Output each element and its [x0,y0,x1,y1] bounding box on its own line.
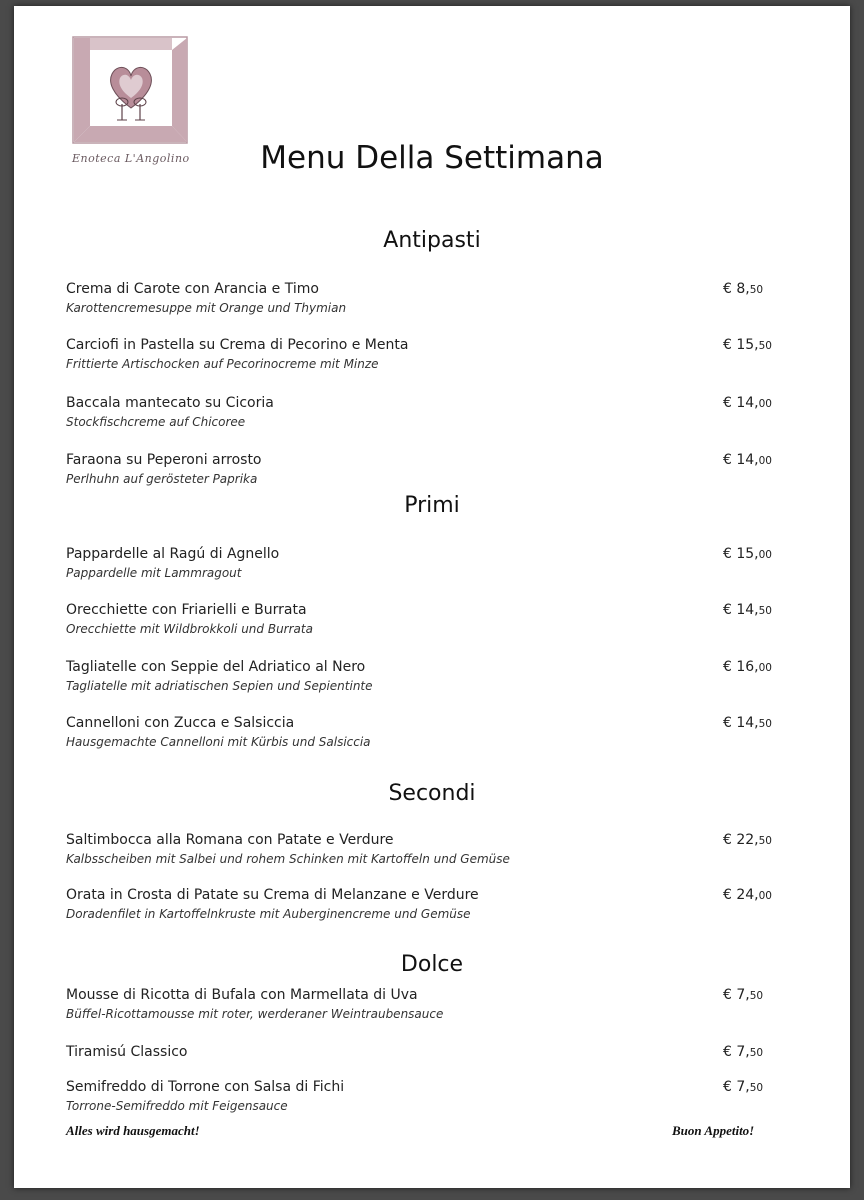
menu-item [66,886,786,923]
item-price: € 14,00 [723,395,772,411]
item-description: Karottencremesuppe mit Orange und Thymian [66,301,347,315]
item-price: € 16,00 [723,659,772,675]
item-name: Carciofi in Pastella su Crema di Pecorino e Menta [66,337,409,353]
item-name: Crema di Carote con Arancia e Timo [66,281,319,297]
item-name: Tagliatelle con Seppie del Adriatico al Nero [66,659,366,675]
menu-item [66,280,786,317]
item-name: Orecchiette con Friarielli e Burrata [66,602,307,618]
menu-item [66,336,786,373]
menu-page [14,6,850,1188]
menu-item [66,1078,786,1115]
menu-item [66,986,786,1023]
item-name: Saltimbocca alla Romana con Patate e Verdure [66,832,394,848]
item-description: Büffel-Ricottamousse mit roter, werderaner Weintraubensauce [66,1007,444,1021]
section-title-primi: Primi [404,493,460,518]
item-description: Doradenfilet in Kartoffelnkruste mit Auberginencreme und Gemüse [66,907,471,921]
item-description: Stockfischcreme auf Chicoree [66,415,246,429]
footer-homemade-note: Alles wird hausgemacht! [66,1123,200,1138]
item-price: € 15,00 [723,546,772,562]
item-name: Pappardelle al Ragú di Agnello [66,546,280,562]
menu-item [66,451,786,488]
menu-item [66,831,786,868]
item-description: Frittierte Artischocken auf Pecorinocreme mit Minze [66,357,379,371]
logo-caption: Enoteca L'Angolino [72,152,190,165]
menu-item [66,394,786,431]
item-description: Kalbsscheiben mit Salbei und rohem Schinken mit Kartoffeln und Gemüse [66,852,510,866]
item-price: € 8,50 [723,281,764,297]
item-price: € 7,50 [723,1044,764,1060]
item-description: Hausgemachte Cannelloni mit Kürbis und Salsiccia [66,735,371,749]
item-price: € 15,50 [723,337,772,353]
section-title-dolce: Dolce [400,952,464,977]
menu-item [66,658,786,695]
item-name: Semifreddo di Torrone con Salsa di Fichi [66,1079,345,1095]
item-price: € 22,50 [723,832,772,848]
item-price: € 7,50 [723,1079,764,1095]
item-name: Cannelloni con Zucca e Salsiccia [66,715,295,731]
item-price: € 14,50 [723,602,772,618]
item-name: Baccala mantecato su Cicoria [66,395,274,411]
menu-item [66,601,786,638]
item-name: Tiramisú Classico [66,1044,188,1060]
item-name: Faraona su Peperoni arrosto [66,452,262,468]
menu-item [66,545,786,582]
menu-item [66,714,786,751]
section-title-antipasti: Antipasti [383,228,481,253]
item-name: Orata in Crosta di Patate su Crema di Melanzane e Verdure [66,887,479,903]
footer-buon-appetito: Buon Appetito! [672,1123,755,1138]
item-price: € 14,00 [723,452,772,468]
item-price: € 24,00 [723,887,772,903]
item-description: Orecchiette mit Wildbrokkoli und Burrata [66,622,313,636]
heart-wine-glasses-logo-icon [72,36,190,148]
menu-item [66,1043,786,1062]
item-description: Torrone-Semifreddo mit Feigensauce [66,1099,288,1113]
section-title-secondi: Secondi [388,781,476,806]
item-name: Mousse di Ricotta di Bufala con Marmellata di Uva [66,987,418,1003]
item-description: Pappardelle mit Lammragout [66,566,242,580]
item-price: € 7,50 [723,987,764,1003]
item-price: € 14,50 [723,715,772,731]
item-description: Tagliatelle mit adriatischen Sepien und Sepientinte [66,679,373,693]
item-description: Perlhuhn auf gerösteter Paprika [66,472,258,486]
page-title: Menu Della Settimana [260,140,604,176]
